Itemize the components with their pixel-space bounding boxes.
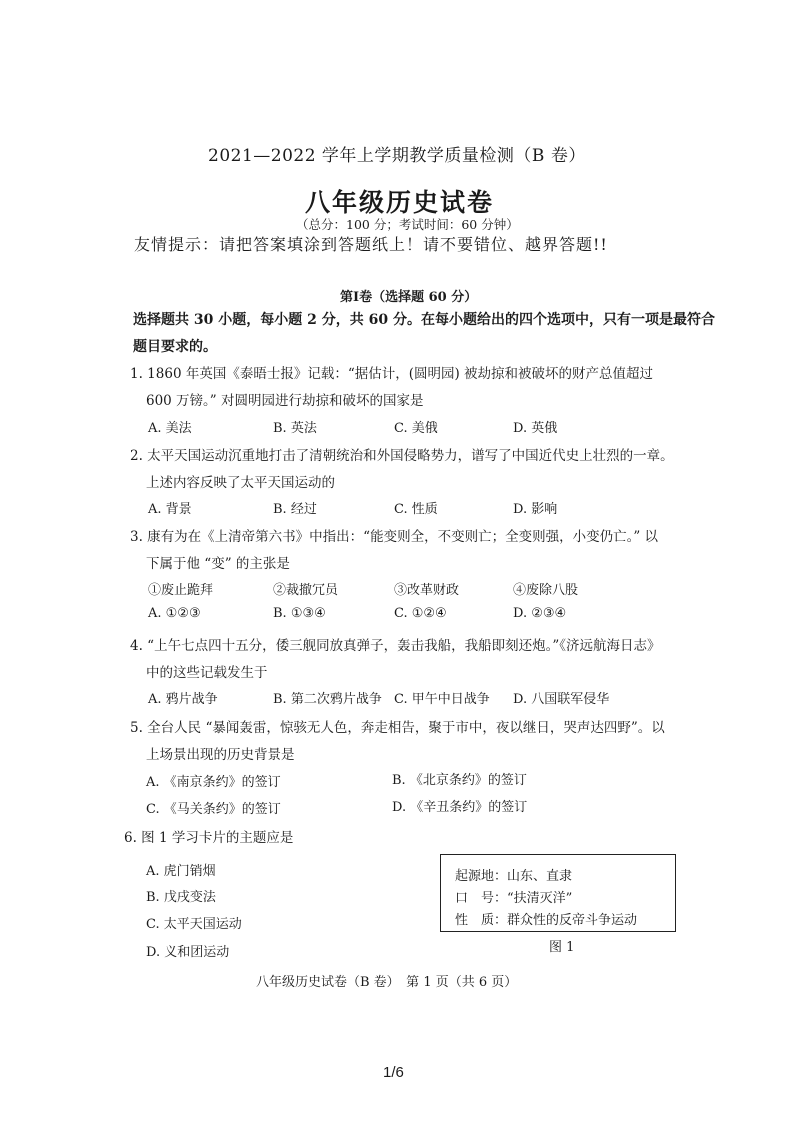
figure-line-origin: 起源地：山东、直隶 [455, 869, 573, 884]
question-2-option-c: C. 性质 [394, 502, 438, 517]
question-2-option-a: A. 背景 [148, 502, 192, 517]
question-5-stem-line2: 上场景出现的历史背景是 [146, 747, 295, 763]
question-3-stem-line2: 下属于他 “变” 的主张是 [146, 556, 290, 572]
figure-line-slogan: 口 号：“扶清灭洋” [455, 891, 573, 906]
question-1-stem-line2: 600 万镑。” 对圆明园进行劫掠和破坏的国家是 [146, 393, 424, 409]
question-5-option-d: D. 《辛丑条约》的签订 [392, 800, 528, 815]
section-intro-line2: 题目要求的。 [133, 339, 217, 355]
page-indicator: 1/6 [383, 1064, 404, 1081]
question-3-option-a: A. ①②③ [148, 606, 201, 621]
question-5-option-c: C. 《马关条约》的签订 [146, 802, 281, 817]
question-6-option-d: D. 义和团运动 [146, 945, 230, 960]
question-2-stem-line1: 2. 太平天国运动沉重地打击了清朝统治和外国侵略势力，谱写了中国近代史上壮烈的一章。 [130, 448, 674, 464]
question-1-option-d: D. 英俄 [513, 421, 558, 436]
question-6-option-c: C. 太平天国运动 [146, 917, 242, 932]
question-4-option-a: A. 鸦片战争 [148, 692, 218, 707]
question-5-option-b: B. 《北京条约》的签订 [392, 773, 527, 788]
question-1-stem-line1: 1. 1860 年英国《泰晤士报》记载：“据估计，(圆明园) 被劫掠和被破坏的财产总值超过 [130, 366, 654, 382]
section-intro-line1: 选择题共 30 小题，每小题 2 分，共 60 分。在每小题给出的四个选项中，只有一项是最符合 [133, 312, 715, 328]
question-4-stem-line2: 中的这些记载发生于 [146, 665, 268, 681]
question-6-option-a: A. 虎门销烟 [146, 864, 216, 879]
score-time-note: （总分：100 分；考试时间：60 分钟） [296, 217, 519, 232]
question-4-option-d: D. 八国联军侵华 [513, 692, 610, 707]
question-1-option-c: C. 美俄 [394, 421, 438, 436]
figure-caption: 图 1 [549, 940, 575, 955]
question-5-option-a: A. 《南京条约》的签订 [146, 775, 281, 790]
section-title: 第Ⅰ卷（选择题 60 分） [340, 290, 478, 305]
question-3-option-d: D. ②③④ [513, 606, 567, 621]
figure-line-nature: 性 质：群众性的反帝斗争运动 [455, 913, 638, 928]
question-3-option-b: B. ①③④ [273, 606, 326, 621]
question-3-item-2: ②裁撤冗员 [273, 583, 339, 598]
question-3-item-1: ①废止跪拜 [148, 583, 214, 598]
question-3-item-3: ③改革财政 [394, 583, 460, 598]
friendly-tip: 友情提示：请把答案填涂到答题纸上！请不要错位、越界答题!! [134, 235, 608, 254]
question-2-stem-line2: 上述内容反映了太平天国运动的 [146, 475, 335, 491]
question-6-stem: 6. 图 1 学习卡片的主题应是 [124, 830, 294, 846]
question-1-option-b: B. 英法 [273, 421, 317, 436]
question-3-item-4: ④废除八股 [513, 583, 579, 598]
question-6-option-b: B. 戊戌变法 [146, 890, 216, 905]
question-1-option-a: A. 美法 [148, 421, 192, 436]
question-2-option-d: D. 影响 [513, 502, 558, 517]
question-3-stem-line1: 3. 康有为在《上清帝第六书》中指出：“能变则全，不变则亡；全变则强，小变仍亡。” 以 [130, 529, 659, 545]
question-3-option-c: C. ①②④ [394, 606, 447, 621]
exam-main-title: 八年级历史试卷 [305, 188, 495, 217]
question-5-stem-line1: 5. 全台人民 “暴闻轰雷，惊骇无人色，奔走相告，聚于市中，夜以继日，哭声达四野”。以 [130, 720, 665, 736]
question-4-stem-line1: 4. “上午七点四十五分，倭三舰同放真弹子，轰击我船，我船即刻还炮。”《济远航海日志》 [130, 638, 661, 654]
question-2-option-b: B. 经过 [273, 502, 317, 517]
question-4-option-c: C. 甲午中日战争 [394, 692, 490, 707]
exam-year-title: 2021—2022 学年上学期教学质量检测（B 卷） [208, 146, 586, 166]
page-footer-label: 八年级历史试卷（B 卷） 第 1 页（共 6 页） [256, 975, 518, 990]
figure-1-study-card [440, 854, 676, 932]
question-4-option-b: B. 第二次鸦片战争 [273, 692, 382, 707]
